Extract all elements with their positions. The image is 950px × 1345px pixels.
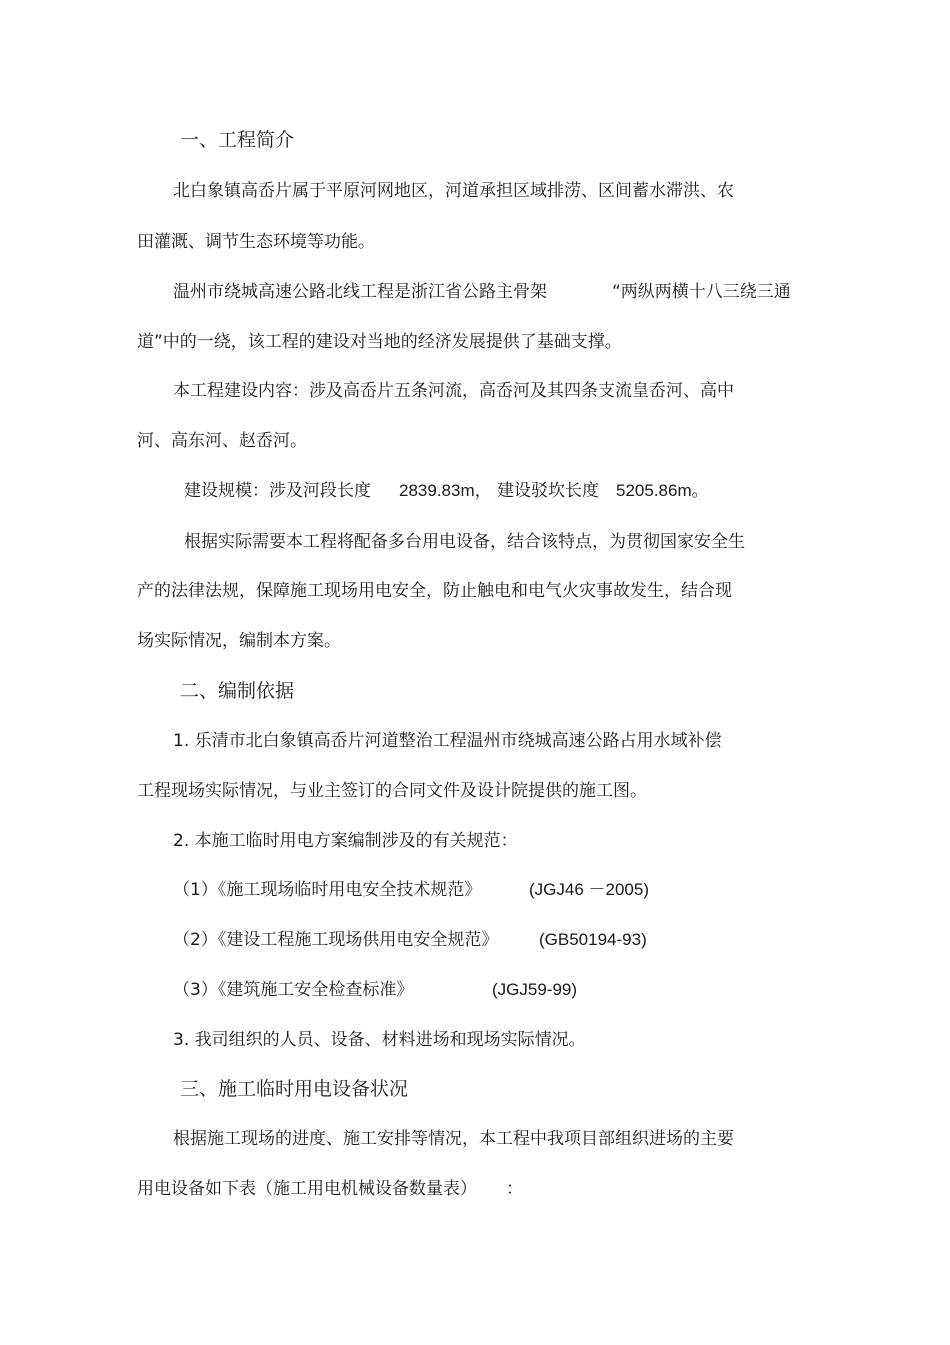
paragraph-line: 根据实际需要本工程将配备多台用电设备，结合该特点，为贯彻国家安全生 (184, 532, 745, 552)
regulation-name: （3）《建筑施工安全检查标准》 (173, 980, 414, 1000)
section-heading-2: 二、编制依据 (180, 680, 295, 702)
regulation-name: （1）《施工现场临时用电安全技术规范》 (173, 880, 482, 900)
paragraph-line: 河、高东河、赵岙河。 (137, 431, 307, 451)
length-value: 5205.86m。 (616, 481, 709, 500)
paragraph-line: 建设规模：涉及河段长度 (184, 481, 371, 501)
regulation-code: (GB50194-93) (539, 930, 647, 949)
section-heading-1: 一、工程简介 (180, 129, 295, 151)
paragraph-line: 温州市绕城高速公路北线工程是浙江省公路主骨架 (173, 282, 547, 302)
list-item: 2. 本施工临时用电方案编制涉及的有关规范： (173, 831, 518, 851)
paragraph-line: 场实际情况，编制本方案。 (137, 631, 341, 651)
paragraph-line: 道”中的一绕，该工程的建设对当地的经济发展提供了基础支撑。 (137, 332, 622, 352)
section-heading-3: 三、施工临时用电设备状况 (180, 1078, 409, 1100)
regulation-name: （2）《建设工程施工现场供用电安全规范》 (173, 930, 499, 950)
list-item: 1. 乐清市北白象镇高岙片河道整治工程温州市绕城高速公路占用水域补偿 (173, 731, 722, 751)
paragraph-line: 产的法律法规，保障施工现场用电安全，防止触电和电气火灾事故发生，结合现 (137, 581, 732, 601)
length-value: 2839.83m， (399, 481, 492, 500)
paragraph-line: 根据施工现场的进度、施工安排等情况，本工程中我项目部组织进场的主要 (173, 1129, 734, 1149)
paragraph-line: 本工程建设内容：涉及高岙片五条河流，高岙河及其四条支流皇岙河、高中 (173, 381, 734, 401)
paragraph-colon: ： (506, 1179, 523, 1199)
paragraph-line: 建设驳坎长度 (497, 481, 599, 501)
list-item-continuation: 工程现场实际情况，与业主签订的合同文件及设计院提供的施工图。 (137, 781, 647, 801)
regulation-code: (JGJ46 －2005) (529, 880, 649, 899)
paragraph-line: “两纵两横十八三绕三通 (612, 282, 791, 302)
regulation-code: (JGJ59-99) (492, 980, 578, 999)
list-item: 3. 我司组织的人员、设备、材料进场和现场实际情况。 (173, 1030, 586, 1050)
paragraph-line: 田灌溉、调节生态环境等功能。 (137, 232, 375, 252)
paragraph-line: 北白象镇高岙片属于平原河网地区，河道承担区域排涝、区间蓄水滞洪、农 (173, 181, 734, 201)
paragraph-line: 用电设备如下表（施工用电机械设备数量表） (137, 1179, 477, 1199)
